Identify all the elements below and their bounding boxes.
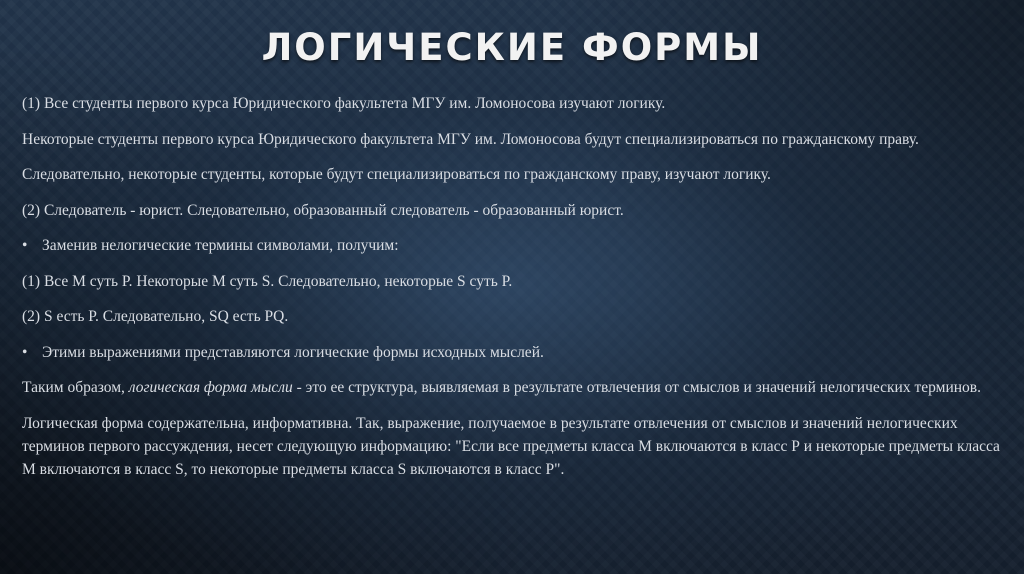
- paragraph-example-2: (2) Следователь - юрист. Следовательно, образованный следователь - образованный юрист.: [22, 201, 624, 219]
- definition-prefix: Таким образом,: [22, 379, 129, 396]
- bullet-item-forms: [22, 341, 1002, 364]
- paragraph-premise-1: (1) Все студенты первого курса Юридического факультета МГУ им. Ломоносова изучают логику.: [22, 95, 666, 112]
- paragraph-premise-2: Некоторые студенты первого курса Юридического факультета МГУ им. Ломоносова будут специализироваться по гражданскому праву.: [22, 130, 919, 148]
- slide-title: ЛОГИЧЕСКИЕ ФОРМЫ: [261, 26, 763, 69]
- definition-term: логическая форма мысли: [128, 379, 293, 396]
- paragraph-conclusion-1: Следовательно, некоторые студенты, которые будут специализироваться по гражданскому праву, изучают логику.: [22, 166, 771, 183]
- paragraph-final: Логическая форма содержательна, информативна. Так, выражение, получаемое в результате отвлечения от смыслов и значений нелогических терминов первого рассуждения, несет следующую информацию: "Если все предметы класса М включаются в класс Р и некоторые предметы класса М включаются в класс S, то некоторые предметы класса S включаются в класс Р".: [22, 414, 1000, 478]
- bullet-item-symbols: [22, 234, 1002, 257]
- paragraph-form-2: (2) S есть Р. Следовательно, SQ есть PQ.: [22, 308, 289, 325]
- paragraph-form-1: (1) Все М суть Р. Некоторые М суть S. Следовательно, некоторые S суть Р.: [22, 272, 513, 290]
- paragraph-definition: [22, 376, 1002, 399]
- slide-content: [22, 92, 1002, 493]
- definition-suffix: - это ее структура, выявляемая в результате отвлечения от смыслов и значений нелогических терминов.: [292, 379, 981, 396]
- bullet-text: Заменив нелогические термины символами, получим:: [42, 237, 399, 254]
- bullet-text: Этими выражениями представляются логические формы исходных мыслей.: [42, 343, 544, 361]
